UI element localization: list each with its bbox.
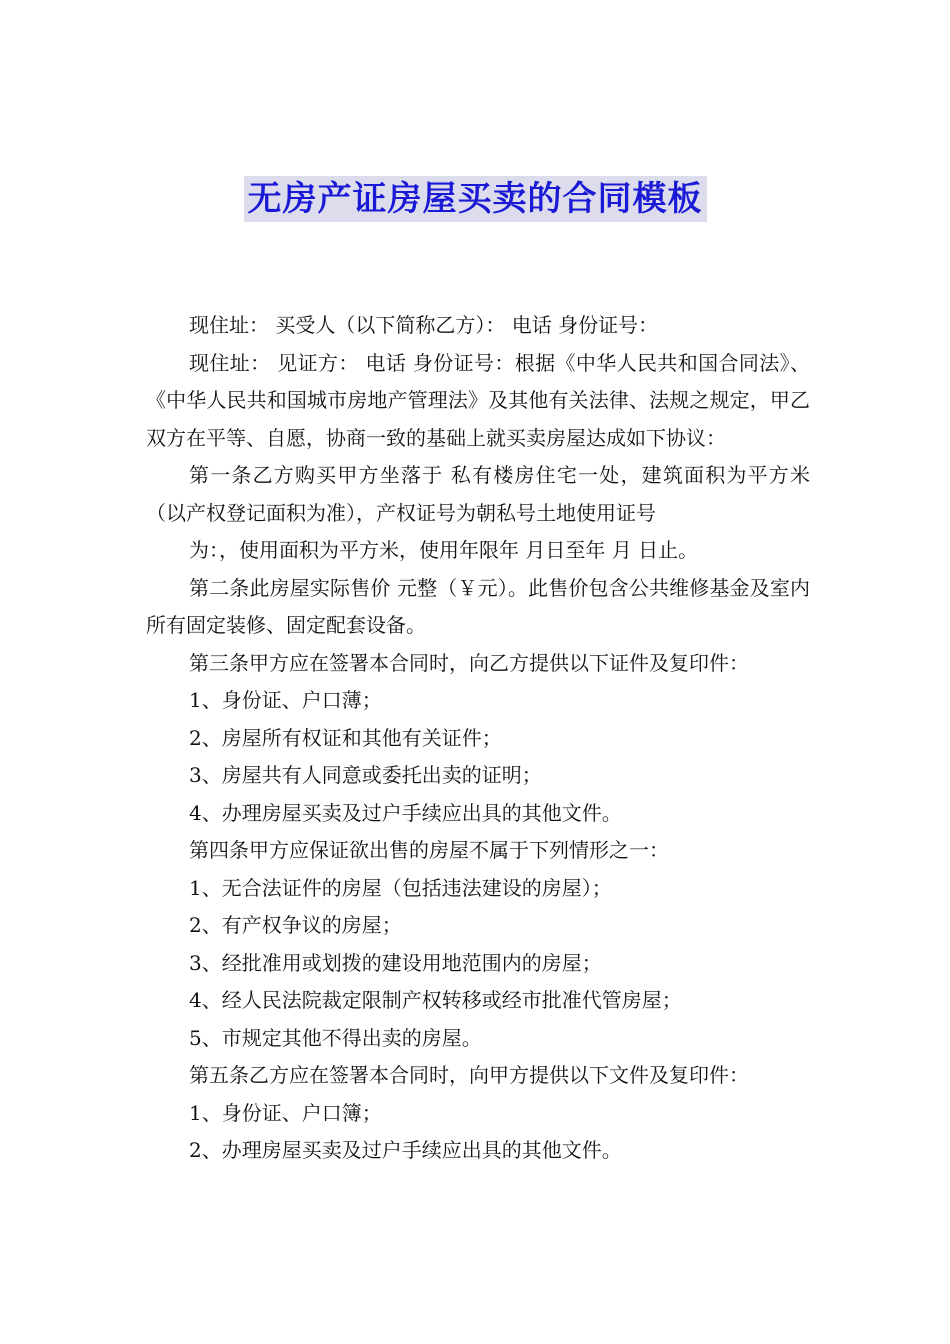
list-item: 1、身份证、户口薄； (189, 688, 382, 712)
paragraph-witness-preamble: 现住址： 见证方： 电话 身份证号：根据《中华人民共和国合同法》、《中华人民共和国城市房地产管理法》及其他有关法律、法规之规定，甲乙双方在平等、自愿，协商一致的基础上就买卖房屋达成如下协议： (146, 350, 810, 450)
title-container (0, 176, 950, 222)
paragraph-article-1: 第一条乙方购买甲方坐落于 私有楼房住宅一处，建筑面积为平方米（以产权登记面积为准），产权证号为朝私号土地使用证号 (146, 463, 810, 525)
paragraph-article-4: 第四条甲方应保证欲出售的房屋不属于下列情形之一： (189, 838, 669, 862)
list-item: 2、有产权争议的房屋； (189, 913, 402, 937)
list-item: 1、身份证、户口簿； (189, 1100, 382, 1125)
paragraph-article-1-continued: 为：，使用面积为平方米，使用年限年 月日至年 月 日止。 (189, 538, 699, 562)
list-item: 2、房屋所有权证和其他有关证件； (189, 725, 502, 750)
document-title: 无房产证房屋买卖的合同模板 (244, 176, 707, 222)
list-item: 2、办理房屋买卖及过户手续应出具的其他文件。 (189, 1138, 622, 1162)
document-body (146, 307, 810, 1170)
paragraph-article-3: 第三条甲方应在签署本合同时，向乙方提供以下证件及复印件： (189, 650, 749, 675)
list-item: 4、办理房屋买卖及过户手续应出具的其他文件。 (189, 800, 622, 825)
list-item: 4、经人民法院裁定限制产权转移或经市批准代管房屋； (189, 988, 682, 1012)
paragraph-buyer-info: 现住址： 买受人（以下简称乙方）： 电话 身份证号： (189, 313, 659, 337)
list-item: 5、市规定其他不得出卖的房屋。 (189, 1025, 482, 1050)
paragraph-article-5: 第五条乙方应在签署本合同时，向甲方提供以下文件及复印件： (189, 1063, 749, 1087)
list-item: 1、无合法证件的房屋（包括违法建设的房屋）； (189, 875, 612, 900)
paragraph-article-2: 第二条此房屋实际售价 元整（￥元）。此售价包含公共维修基金及室内所有固定装修、固定配套设备。 (146, 575, 810, 637)
list-item: 3、房屋共有人同意或委托出卖的证明； (189, 763, 542, 787)
list-item: 3、经批准用或划拨的建设用地范围内的房屋； (189, 950, 602, 975)
